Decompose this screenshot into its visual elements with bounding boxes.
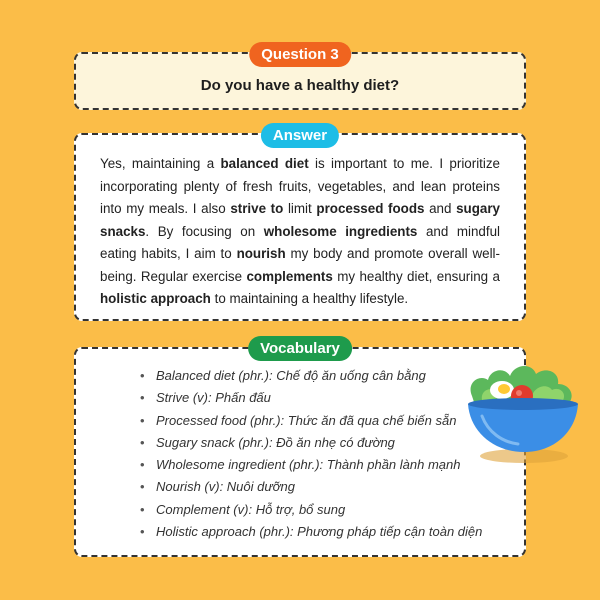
answer-keyword: wholesome ingredients [263,223,418,239]
vocabulary-item: • Processed food (phr.): Thức ăn đã qua chế biến sẵn [140,410,482,432]
answer-text [100,153,500,311]
answer-text-segment: . By focusing on [145,223,264,239]
question-badge: Question 3 [249,42,351,67]
vocabulary-item: • Sugary snack (phr.): Đồ ăn nhẹ có đường [140,432,482,454]
answer-text-segment: and [424,201,457,216]
answer-keyword: strive to [230,201,284,216]
vocabulary-card [74,340,526,557]
answer-text-segment: and mindful eating habits, I aim to [100,223,500,261]
answer-keyword: sugary snacks [100,201,500,239]
vocabulary-badge: Vocabulary [248,336,352,361]
vocabulary-item: • Nourish (v): Nuôi dưỡng [140,476,482,498]
vocabulary-item: • Wholesome ingredient (phr.): Thành phần lành mạnh [140,454,482,476]
answer-keyword: nourish [236,246,286,261]
answer-text-segment: my healthy diet, ensuring a [332,268,500,284]
question-text: Do you have a healthy diet? [200,77,400,94]
answer-keyword: holistic approach [100,291,211,306]
vocabulary-list [140,365,482,543]
vocabulary-item: • Balanced diet (phr.): Chế độ ăn uống cân bằng [140,365,482,387]
answer-keyword: processed foods [316,201,425,216]
answer-keyword: complements [246,268,333,284]
answer-card [74,127,526,321]
answer-text-segment: Yes, maintaining a [100,156,221,171]
question-card [74,46,526,110]
answer-text-segment: my body and promote overall well-being. Regular exercise [100,246,500,284]
vocabulary-item: • Holistic approach (phr.): Phương pháp tiếp cận toàn diện [140,521,482,543]
vocabulary-item: • Complement (v): Hỗ trợ, bổ sung [140,499,482,521]
vocabulary-item: • Strive (v): Phấn đấu [140,387,482,409]
answer-text-segment: limit [283,201,317,216]
answer-keyword: balanced diet [220,156,309,171]
answer-badge: Answer [261,123,339,148]
salad-bowl-icon [462,356,582,468]
answer-text-segment: is important to me. I prioritize incorporating plenty of fresh fruits, vegetables, and lean proteins into my meals. I also [100,156,501,216]
answer-text-segment: to maintaining a healthy lifestyle. [210,291,409,306]
